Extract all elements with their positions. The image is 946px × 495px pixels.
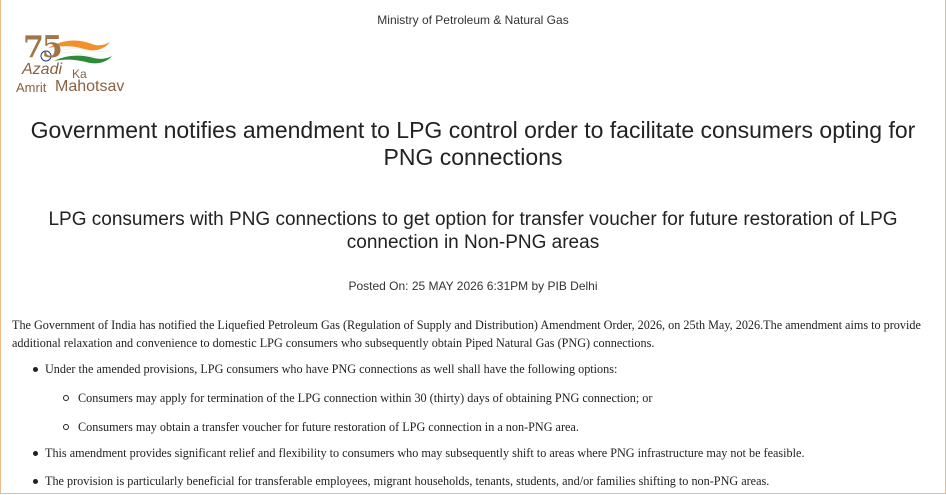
page-subtitle: LPG consumers with PNG connections to get option for transfer voucher for future restoration of LPG connection in Non-PNG areas (48, 209, 898, 253)
list-item (12, 361, 932, 436)
logo-azadi-text: Azadi (22, 61, 63, 78)
list-item-text: Under the amended provisions, LPG consumers who have PNG connections as well shall have the following options: (45, 362, 618, 376)
page-title: Government notifies amendment to LPG control order to facilitate consumers opting for PNG connections (30, 117, 916, 170)
intro-paragraph: The Government of India has notified the Liquefied Petroleum Gas (Regulation of Supply and Distribution) Amendment Order, 2026, on 25th May, 2026.The amendment aims to provide additional relaxation and convenience to domestic LPG consumers who subsequently obtain Piped Natural Gas (PNG) connections. (12, 318, 921, 350)
bullet-list (12, 361, 932, 490)
logo-amrit-text: Amrit (16, 80, 47, 95)
sub-list-item: Consumers may apply for termination of the LPG connection within 30 (thirty) days of obtaining PNG connection; or (45, 390, 932, 407)
logo-ka-text: Ka (72, 67, 87, 81)
azadi-ka-amrit-mahotsav-logo (14, 32, 139, 100)
posted-date: Posted On: 25 MAY 2026 6:31PM by PIB Delhi (348, 279, 598, 293)
logo-mahotsav-text: Mahotsav (55, 78, 125, 95)
list-item: The provision is particularly beneficial for transferable employees, migrant households, tenants, students, and/or families shifting to non-PNG areas. (12, 473, 932, 490)
ministry-name: Ministry of Petroleum & Natural Gas (377, 13, 569, 27)
logo-75-numeral: 75 (23, 30, 61, 65)
sub-bullet-list (45, 390, 932, 436)
sub-list-item: Consumers may obtain a transfer voucher for future restoration of LPG connection in a non-PNG area. (45, 419, 932, 436)
list-item: This amendment provides significant relief and flexibility to consumers who may subsequently shift to areas where PNG infrastructure may not be feasible. (12, 445, 932, 462)
